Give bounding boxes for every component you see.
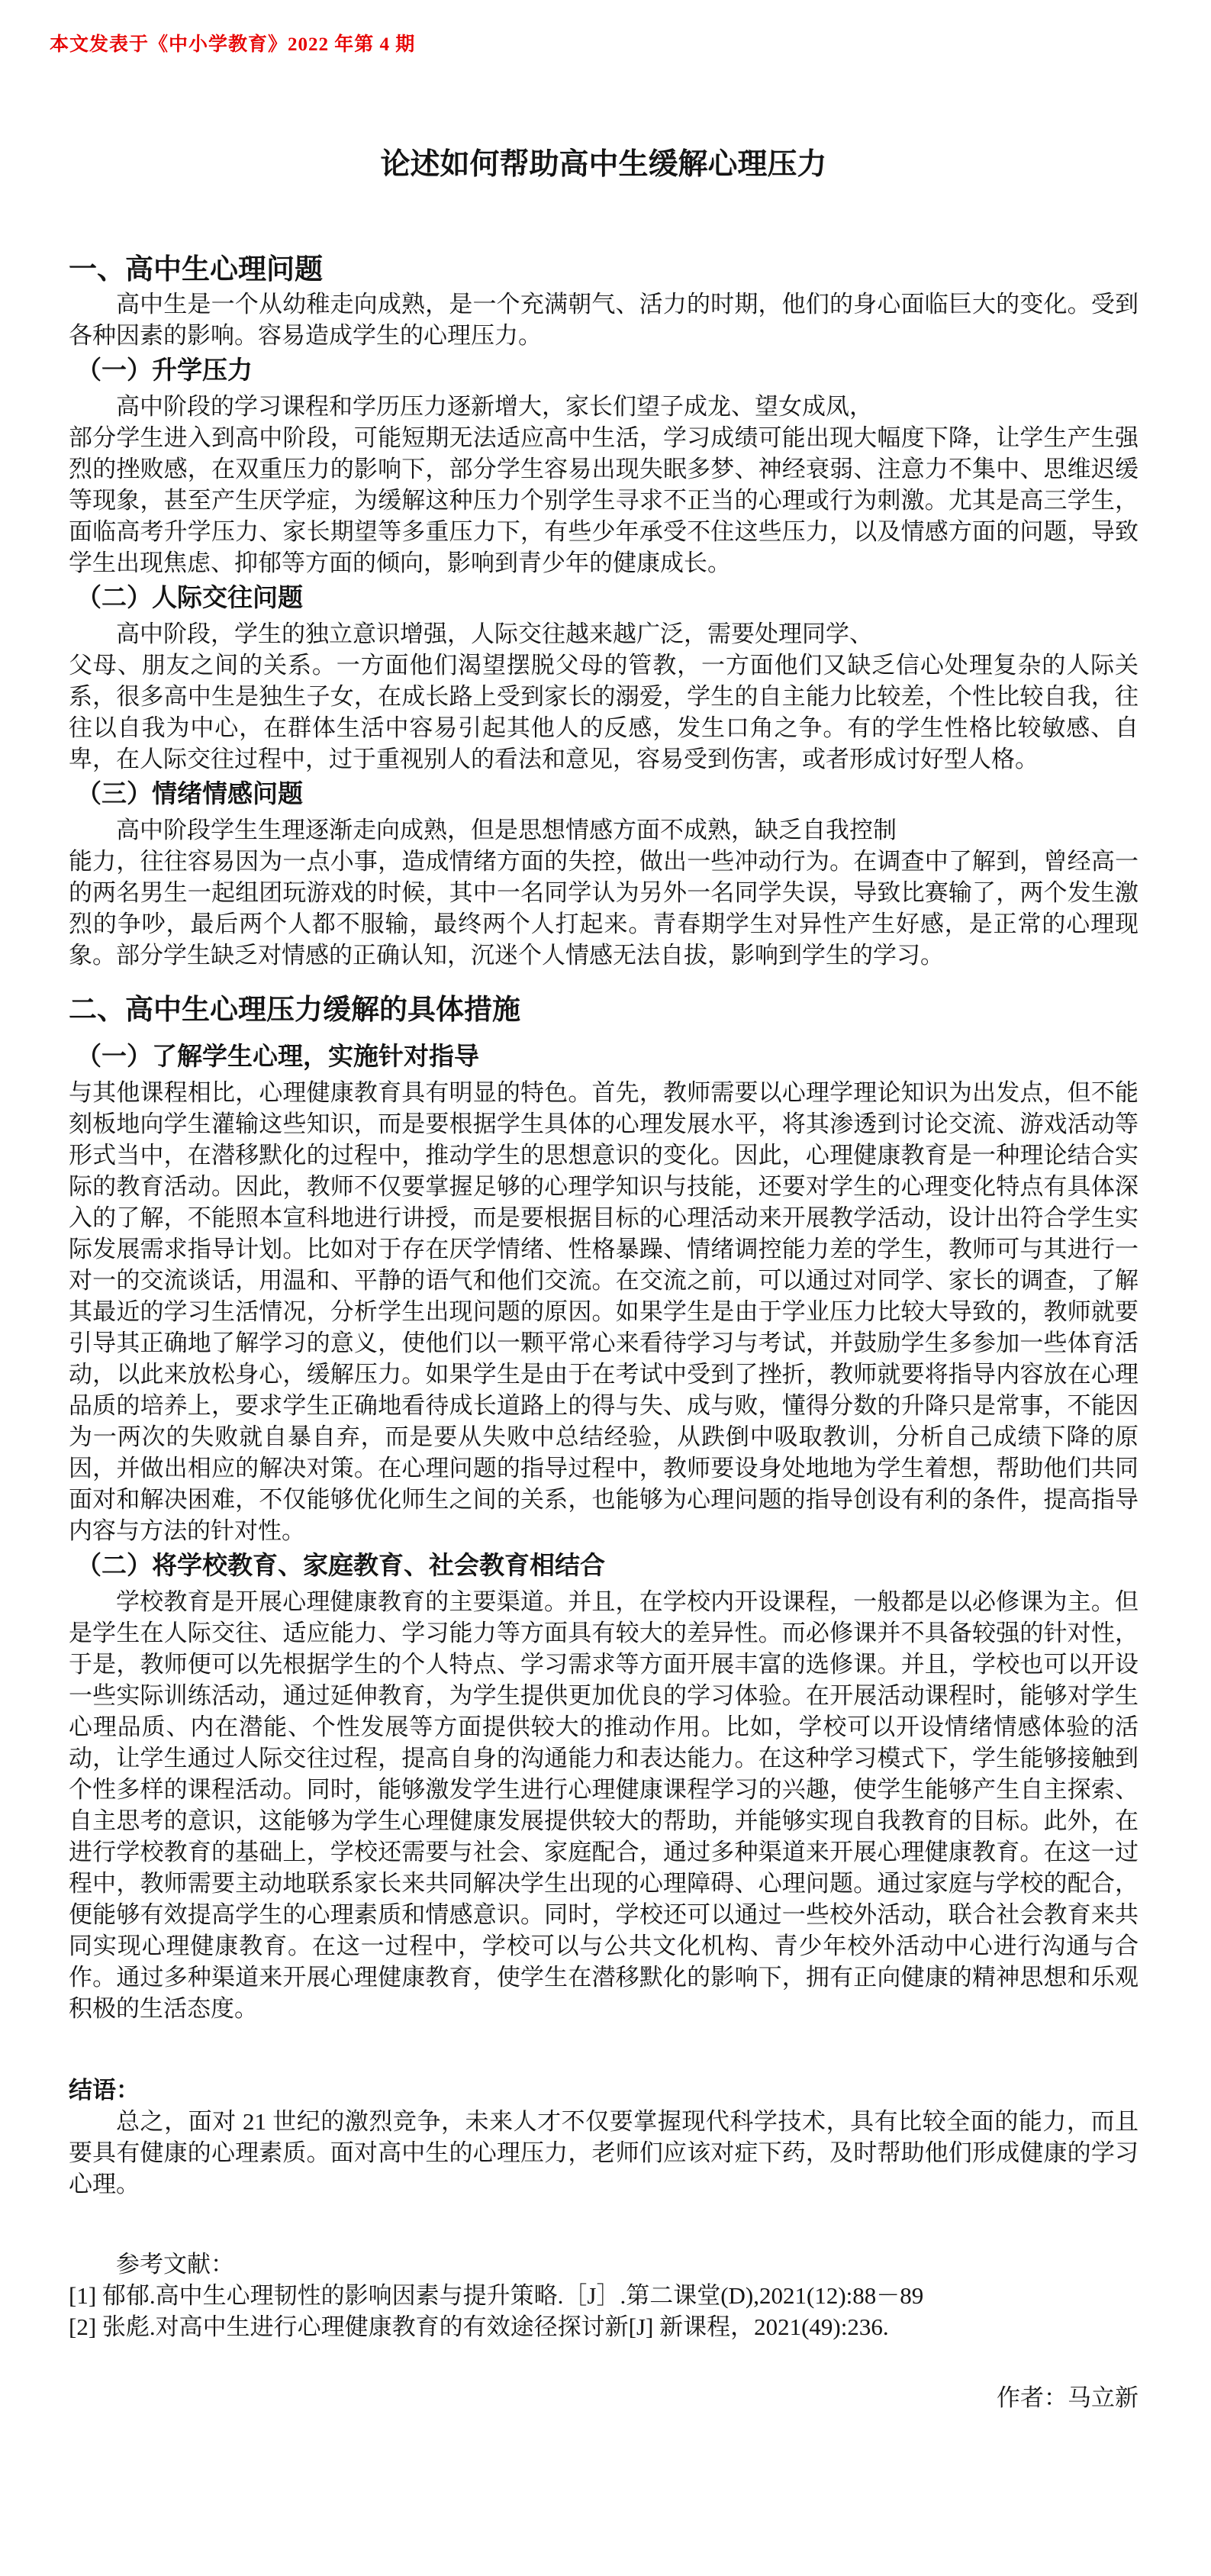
conclusion-label: 结语：: [69, 2077, 140, 2104]
study-pressure-lead-line: 高中阶段的学习课程和学历压力逐新增大，家长们望子成龙、望女成凤，: [116, 393, 873, 420]
subheading-emotion: （三）情绪情感问题: [76, 781, 303, 808]
publication-note: 本文发表于《中小学教育》2022 年第 4 期: [50, 34, 416, 55]
conclusion-paragraph: 总之，面对 21 世纪的激烈竞争，未来人才不仅要掌握现代科学技术，具有比较全面的能力，而且要具有健康的心理素质。面对高中生的心理压力，老师们应该对症下药，及时帮助他们形成健康的学习心理。: [69, 2108, 1139, 2197]
subheading-understand-students: （一）了解学生心理，实施针对指导: [76, 1043, 479, 1071]
subheading-interpersonal: （二）人际交往问题: [76, 585, 303, 612]
understand-students-paragraph: 与其他课程相比，心理健康教育具有明显的特色。首先，教师需要以心理学理论知识为出发点，但不能刻板地向学生灌输这些知识，而是要根据学生具体的心理发展水平，将其渗透到讨论交流、游戏活动等形式当中，在潜移默化的过程中，推动学生的思想意识的变化。因此，心理健康教育是一种理论结合实际的教育活动。因此，教师不仅要掌握足够的心理学知识与技能，还要对学生的心理变化特点有具体深入的了解，不能照本宣科地进行讲授，而是要根据目标的心理活动来开展教学活动，设计出符合学生实际发展需求指导计划。比如对于存在厌学情绪、性格暴躁、情绪调控能力差的学生，教师可与其进行一对一的交流谈话，用温和、平静的语气和他们交流。在交流之前，可以通过对同学、家长的调查，了解其最近的学习生活情况，分析学生出现问题的原因。如果学生是由于学业压力比较大导致的，教师就要引导其正确地了解学习的意义，使他们以一颗平常心来看待学习与考试，并鼓励学生多参加一些体育活动，以此来放松身心，缓解压力。如果学生是由于在考试中受到了挫折，教师就要将指导内容放在心理品质的培养上，要求学生正确地看待成长道路上的得与失、成与败，懂得分数的升降只是常事，不能因为一两次的失败就自暴自弃，而是要从失败中总结经验，从跌倒中吸取教训，分析自己成绩下降的原因，并做出相应的解决对策。在心理问题的指导过程中，教师要设身处地地为学生着想，帮助他们共同面对和解决困难，不仅能够优化师生之间的关系，也能够为心理问题的指导创设有利的条件，提高指导内容与方法的针对性。: [69, 1079, 1139, 1544]
reference-item-1: [1] 郁郁.高中生心理韧性的影响因素与提升策略.［J］.第二课堂(D),2021(12):88－89: [69, 2282, 924, 2309]
author-line: 作者：马立新: [997, 2384, 1139, 2411]
combine-education-paragraph: 学校教育是开展心理健康教育的主要渠道。并且，在学校内开设课程，一般都是以必修课为主。但是学生在人际交往、适应能力、学习能力等方面具有较大的差异性。而必修课并不具备较强的针对性，于是，教师便可以先根据学生的个人特点、学习需求等方面开展丰富的选修课。并且，学校也可以开设一些实际训练活动，通过延伸教育，为学生提供更加优良的学习体验。在开展活动课程时，能够对学生心理品质、内在潜能、个性发展等方面提供较大的推动作用。比如，学校可以开设情绪情感体验的活动，让学生通过人际交往过程，提高自身的沟通能力和表达能力。在这种学习模式下，学生能够接触到个性多样的课程活动。同时，能够激发学生进行心理健康课程学习的兴趣，使学生能够产生自主探索、自主思考的意识，这能够为学生心理健康发展提供较大的帮助，并能够实现自我教育的目标。此外，在进行学校教育的基础上，学校还需要与社会、家庭配合，通过多种渠道来开展心理健康教育。在这一过程中，教师需要主动地联系家长来共同解决学生出现的心理障碍、心理问题。通过家庭与学校的配合，便能够有效提高学生的心理素质和情感意识。同时，学校还可以通过一些校外活动，联合社会教育来共同实现心理健康教育。在这一过程中，学校可以与公共文化机构、青少年校外活动中心进行沟通与合作。通过多种渠道来开展心理健康教育，使学生在潜移默化的影响下，拥有正向健康的精神思想和乐观积极的生活态度。: [69, 1588, 1139, 2022]
section1-heading: 一、高中生心理问题: [69, 254, 323, 285]
emotion-paragraph: 能力，往往容易因为一点小事，造成情绪方面的失控，做出一些冲动行为。在调查中了解到，曾经高一的两名男生一起组团玩游戏的时候，其中一名同学认为另外一名同学失误，导致比赛输了，两个发生激烈的争吵，最后两个人都不服输，最终两个人打起来。青春期学生对异性产生好感，是正常的心理现象。部分学生缺乏对情感的正确认知，沉迷个人情感无法自拔，影响到学生的学习。: [69, 848, 1139, 969]
interpersonal-paragraph: 父母、朋友之间的关系。一方面他们渴望摆脱父母的管教，一方面他们又缺乏信心处理复杂的人际关系，很多高中生是独生子女，在成长路上受到家长的溺爱，学生的自主能力比较差，个性比较自我，往往以自我为中心，在群体生活中容易引起其他人的反感，发生口角之争。有的学生性格比较敏感、自卑，在人际交往过程中，过于重视别人的看法和意见，容易受到伤害，或者形成讨好型人格。: [69, 652, 1139, 772]
section2-heading: 二、高中生心理压力缓解的具体措施: [69, 995, 520, 1026]
references-label: 参考文献：: [116, 2251, 234, 2278]
subheading-study-pressure: （一）升学压力: [76, 357, 253, 385]
emotion-lead-line: 高中阶段学生生理逐渐走向成熟，但是思想情感方面不成熟，缺乏自我控制: [116, 817, 897, 843]
study-pressure-paragraph: 部分学生进入到高中阶段，可能短期无法适应高中生活，学习成绩可能出现大幅度下降，让学生产生强烈的挫败感，在双重压力的影响下，部分学生容易出现失眠多梦、神经衰弱、注意力不集中、思维迟缓等现象，甚至产生厌学症，为缓解这种压力个别学生寻求不正当的心理或行为刺激。尤其是高三学生，面临高考升学压力、家长期望等多重压力下，有些少年承受不住这些压力，以及情感方面的问题，导致学生出现焦虑、抑郁等方面的倾向，影响到青少年的健康成长。: [69, 424, 1139, 576]
section1-intro-paragraph: 高中生是一个从幼稚走向成熟，是一个充满朝气、活力的时期，他们的身心面临巨大的变化。受到各种因素的影响。容易造成学生的心理压力。: [69, 291, 1139, 349]
page-title: 论述如何帮助高中生缓解心理压力: [380, 148, 827, 181]
reference-item-2: [2] 张彪.对高中生进行心理健康教育的有效途径探讨新[J] 新课程，2021(49):236.: [69, 2313, 889, 2340]
subheading-combine-education: （二）将学校教育、家庭教育、社会教育相结合: [76, 1552, 605, 1580]
interpersonal-lead-line: 高中阶段，学生的独立意识增强，人际交往越来越广泛，需要处理同学、: [116, 621, 873, 647]
